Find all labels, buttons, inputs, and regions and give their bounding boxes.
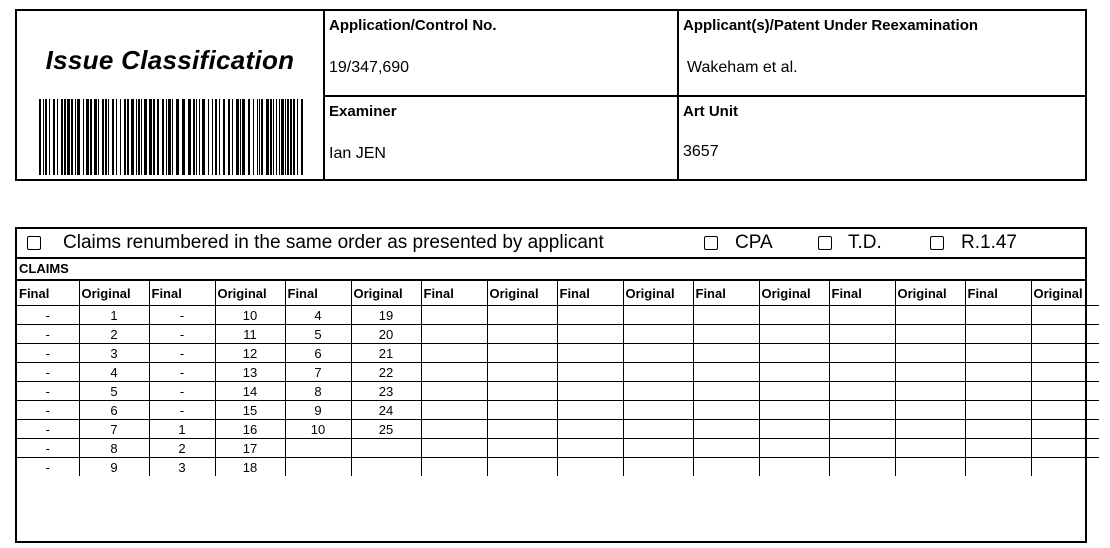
examiner-label: Examiner	[329, 103, 397, 120]
cpa-label: CPA	[735, 232, 773, 253]
td-label: T.D.	[848, 232, 882, 253]
original-claim-cell	[895, 344, 965, 363]
original-claim-cell	[623, 420, 693, 439]
table-row	[17, 401, 1099, 420]
final-claim-cell	[557, 439, 623, 458]
final-claim-cell	[285, 458, 351, 477]
final-claim-cell: -	[149, 325, 215, 344]
table-row	[17, 382, 1099, 401]
final-claim-cell	[829, 401, 895, 420]
final-column-header: Final	[149, 281, 215, 306]
final-claim-cell	[421, 382, 487, 401]
final-claim-cell	[829, 382, 895, 401]
original-claim-cell: 13	[215, 363, 285, 382]
original-claim-cell	[1031, 401, 1099, 420]
final-claim-cell	[965, 363, 1031, 382]
renumbered-label: Claims renumbered in the same order as presented by applicant	[63, 232, 604, 253]
final-claim-cell	[693, 325, 759, 344]
original-claim-cell	[895, 325, 965, 344]
examiner-value: Ian JEN	[329, 145, 386, 162]
final-claim-cell	[965, 325, 1031, 344]
original-claim-cell	[895, 382, 965, 401]
final-claim-cell	[693, 382, 759, 401]
final-claim-cell	[965, 439, 1031, 458]
final-claim-cell	[421, 306, 487, 325]
final-claim-cell	[557, 344, 623, 363]
claims-table	[17, 281, 1099, 476]
original-column-header: Original	[759, 281, 829, 306]
final-column-header: Final	[17, 281, 79, 306]
renumbered-checkbox[interactable]	[27, 236, 41, 250]
title-panel	[17, 11, 325, 179]
applicant-label: Applicant(s)/Patent Under Reexamination	[683, 17, 979, 34]
table-row	[17, 420, 1099, 439]
original-claim-cell: 23	[351, 382, 421, 401]
original-claim-cell: 22	[351, 363, 421, 382]
original-column-header: Original	[487, 281, 557, 306]
original-claim-cell	[759, 382, 829, 401]
final-claim-cell	[965, 306, 1031, 325]
final-claim-cell: 2	[149, 439, 215, 458]
original-claim-cell	[623, 382, 693, 401]
application-number-label: Application/Control No.	[329, 17, 497, 34]
original-claim-cell: 7	[79, 420, 149, 439]
claims-heading: CLAIMS	[17, 259, 1085, 281]
final-column-header: Final	[285, 281, 351, 306]
final-column-header: Final	[421, 281, 487, 306]
final-claim-cell: -	[17, 401, 79, 420]
final-claim-cell	[421, 439, 487, 458]
original-claim-cell: 21	[351, 344, 421, 363]
original-claim-cell	[759, 306, 829, 325]
original-claim-cell	[759, 344, 829, 363]
table-row	[17, 344, 1099, 363]
applicant-cell	[677, 11, 1085, 95]
final-claim-cell	[693, 344, 759, 363]
final-claim-cell	[557, 401, 623, 420]
final-claim-cell	[421, 363, 487, 382]
original-claim-cell	[487, 325, 557, 344]
final-claim-cell: 4	[285, 306, 351, 325]
original-claim-cell	[487, 382, 557, 401]
renumber-options-row	[17, 229, 1085, 259]
applicant-value: Wakeham et al.	[687, 59, 798, 76]
final-claim-cell	[557, 363, 623, 382]
original-claim-cell	[895, 363, 965, 382]
original-claim-cell	[487, 439, 557, 458]
final-claim-cell: 3	[149, 458, 215, 477]
original-claim-cell	[1031, 344, 1099, 363]
original-claim-cell	[895, 306, 965, 325]
final-claim-cell: -	[149, 363, 215, 382]
final-claim-cell	[421, 420, 487, 439]
original-claim-cell	[487, 363, 557, 382]
application-number-value: 19/347,690	[329, 59, 410, 76]
original-column-header: Original	[623, 281, 693, 306]
final-claim-cell	[829, 420, 895, 439]
final-column-header: Final	[693, 281, 759, 306]
original-claim-cell	[1031, 439, 1099, 458]
final-claim-cell	[829, 325, 895, 344]
final-claim-cell: 6	[285, 344, 351, 363]
original-claim-cell: 19	[351, 306, 421, 325]
table-row	[17, 439, 1099, 458]
original-claim-cell	[895, 458, 965, 477]
page-title: Issue Classification	[45, 45, 295, 75]
original-claim-cell	[1031, 382, 1099, 401]
original-claim-cell: 16	[215, 420, 285, 439]
table-row	[17, 306, 1099, 325]
final-claim-cell	[693, 306, 759, 325]
final-claim-cell	[557, 382, 623, 401]
claims-section	[15, 227, 1087, 543]
original-claim-cell	[623, 458, 693, 477]
original-claim-cell	[1031, 306, 1099, 325]
final-claim-cell	[693, 363, 759, 382]
final-claim-cell	[965, 382, 1031, 401]
final-claim-cell: 8	[285, 382, 351, 401]
original-column-header: Original	[895, 281, 965, 306]
original-claim-cell	[759, 325, 829, 344]
td-checkbox[interactable]	[818, 236, 832, 250]
final-claim-cell	[965, 344, 1031, 363]
original-claim-cell: 11	[215, 325, 285, 344]
original-claim-cell	[623, 344, 693, 363]
original-claim-cell	[487, 306, 557, 325]
original-claim-cell: 9	[79, 458, 149, 477]
original-claim-cell: 20	[351, 325, 421, 344]
final-claim-cell: -	[149, 382, 215, 401]
original-claim-cell	[351, 439, 421, 458]
final-column-header: Final	[965, 281, 1031, 306]
original-claim-cell: 17	[215, 439, 285, 458]
original-claim-cell: 2	[79, 325, 149, 344]
final-claim-cell: -	[149, 401, 215, 420]
final-claim-cell	[693, 420, 759, 439]
original-claim-cell	[487, 344, 557, 363]
original-claim-cell: 8	[79, 439, 149, 458]
original-claim-cell	[895, 420, 965, 439]
final-claim-cell	[965, 401, 1031, 420]
final-claim-cell: -	[17, 344, 79, 363]
original-claim-cell: 6	[79, 401, 149, 420]
original-claim-cell	[623, 325, 693, 344]
original-claim-cell	[351, 458, 421, 477]
original-claim-cell	[1031, 420, 1099, 439]
original-claim-cell: 5	[79, 382, 149, 401]
original-claim-cell: 10	[215, 306, 285, 325]
final-claim-cell	[557, 306, 623, 325]
original-claim-cell: 18	[215, 458, 285, 477]
final-claim-cell	[829, 344, 895, 363]
final-claim-cell: 1	[149, 420, 215, 439]
final-claim-cell	[557, 420, 623, 439]
original-claim-cell	[487, 420, 557, 439]
final-claim-cell: 10	[285, 420, 351, 439]
original-claim-cell: 24	[351, 401, 421, 420]
original-claim-cell	[487, 401, 557, 420]
original-claim-cell: 14	[215, 382, 285, 401]
table-row	[17, 325, 1099, 344]
original-claim-cell	[759, 458, 829, 477]
original-column-header: Original	[215, 281, 285, 306]
original-claim-cell	[759, 420, 829, 439]
art-unit-label: Art Unit	[683, 103, 738, 120]
final-claim-cell	[693, 439, 759, 458]
original-column-header: Original	[1031, 281, 1099, 306]
original-claim-cell: 25	[351, 420, 421, 439]
original-claim-cell	[1031, 325, 1099, 344]
original-claim-cell	[759, 363, 829, 382]
original-claim-cell	[623, 439, 693, 458]
original-claim-cell: 4	[79, 363, 149, 382]
original-claim-cell	[487, 458, 557, 477]
r147-checkbox[interactable]	[930, 236, 944, 250]
claims-table-header-row	[17, 281, 1099, 306]
original-column-header: Original	[79, 281, 149, 306]
table-row	[17, 458, 1099, 477]
final-claim-cell	[557, 458, 623, 477]
original-claim-cell	[895, 401, 965, 420]
original-column-header: Original	[351, 281, 421, 306]
final-column-header: Final	[557, 281, 623, 306]
original-claim-cell	[895, 439, 965, 458]
original-claim-cell	[759, 401, 829, 420]
final-claim-cell	[421, 344, 487, 363]
application-number-cell	[325, 11, 677, 95]
final-claim-cell	[829, 458, 895, 477]
final-claim-cell	[965, 458, 1031, 477]
final-claim-cell: 5	[285, 325, 351, 344]
art-unit-cell	[677, 95, 1085, 179]
art-unit-value: 3657	[683, 143, 719, 160]
final-claim-cell	[421, 458, 487, 477]
final-claim-cell: -	[17, 325, 79, 344]
original-claim-cell	[759, 439, 829, 458]
final-column-header: Final	[829, 281, 895, 306]
final-claim-cell: 9	[285, 401, 351, 420]
barcode	[39, 99, 307, 175]
final-claim-cell	[965, 420, 1031, 439]
original-claim-cell: 3	[79, 344, 149, 363]
final-claim-cell: -	[17, 420, 79, 439]
original-claim-cell	[623, 306, 693, 325]
original-claim-cell: 1	[79, 306, 149, 325]
table-row	[17, 363, 1099, 382]
final-claim-cell: -	[17, 363, 79, 382]
original-claim-cell	[623, 363, 693, 382]
final-claim-cell	[829, 363, 895, 382]
original-claim-cell: 12	[215, 344, 285, 363]
final-claim-cell	[829, 439, 895, 458]
original-claim-cell	[623, 401, 693, 420]
final-claim-cell: -	[17, 382, 79, 401]
cpa-checkbox[interactable]	[704, 236, 718, 250]
final-claim-cell: -	[149, 344, 215, 363]
final-claim-cell: -	[17, 306, 79, 325]
final-claim-cell	[285, 439, 351, 458]
original-claim-cell	[1031, 458, 1099, 477]
r147-label: R.1.47	[961, 232, 1017, 253]
final-claim-cell	[421, 325, 487, 344]
final-claim-cell	[693, 401, 759, 420]
final-claim-cell: -	[149, 306, 215, 325]
final-claim-cell	[557, 325, 623, 344]
final-claim-cell	[829, 306, 895, 325]
final-claim-cell: -	[45, 459, 50, 475]
final-claim-cell: 7	[285, 363, 351, 382]
original-claim-cell	[1031, 363, 1099, 382]
final-claim-cell	[693, 458, 759, 477]
issue-classification-header	[15, 9, 1087, 181]
examiner-cell	[325, 95, 677, 179]
original-claim-cell: 15	[215, 401, 285, 420]
final-claim-cell: -	[17, 439, 79, 458]
final-claim-cell	[421, 401, 487, 420]
